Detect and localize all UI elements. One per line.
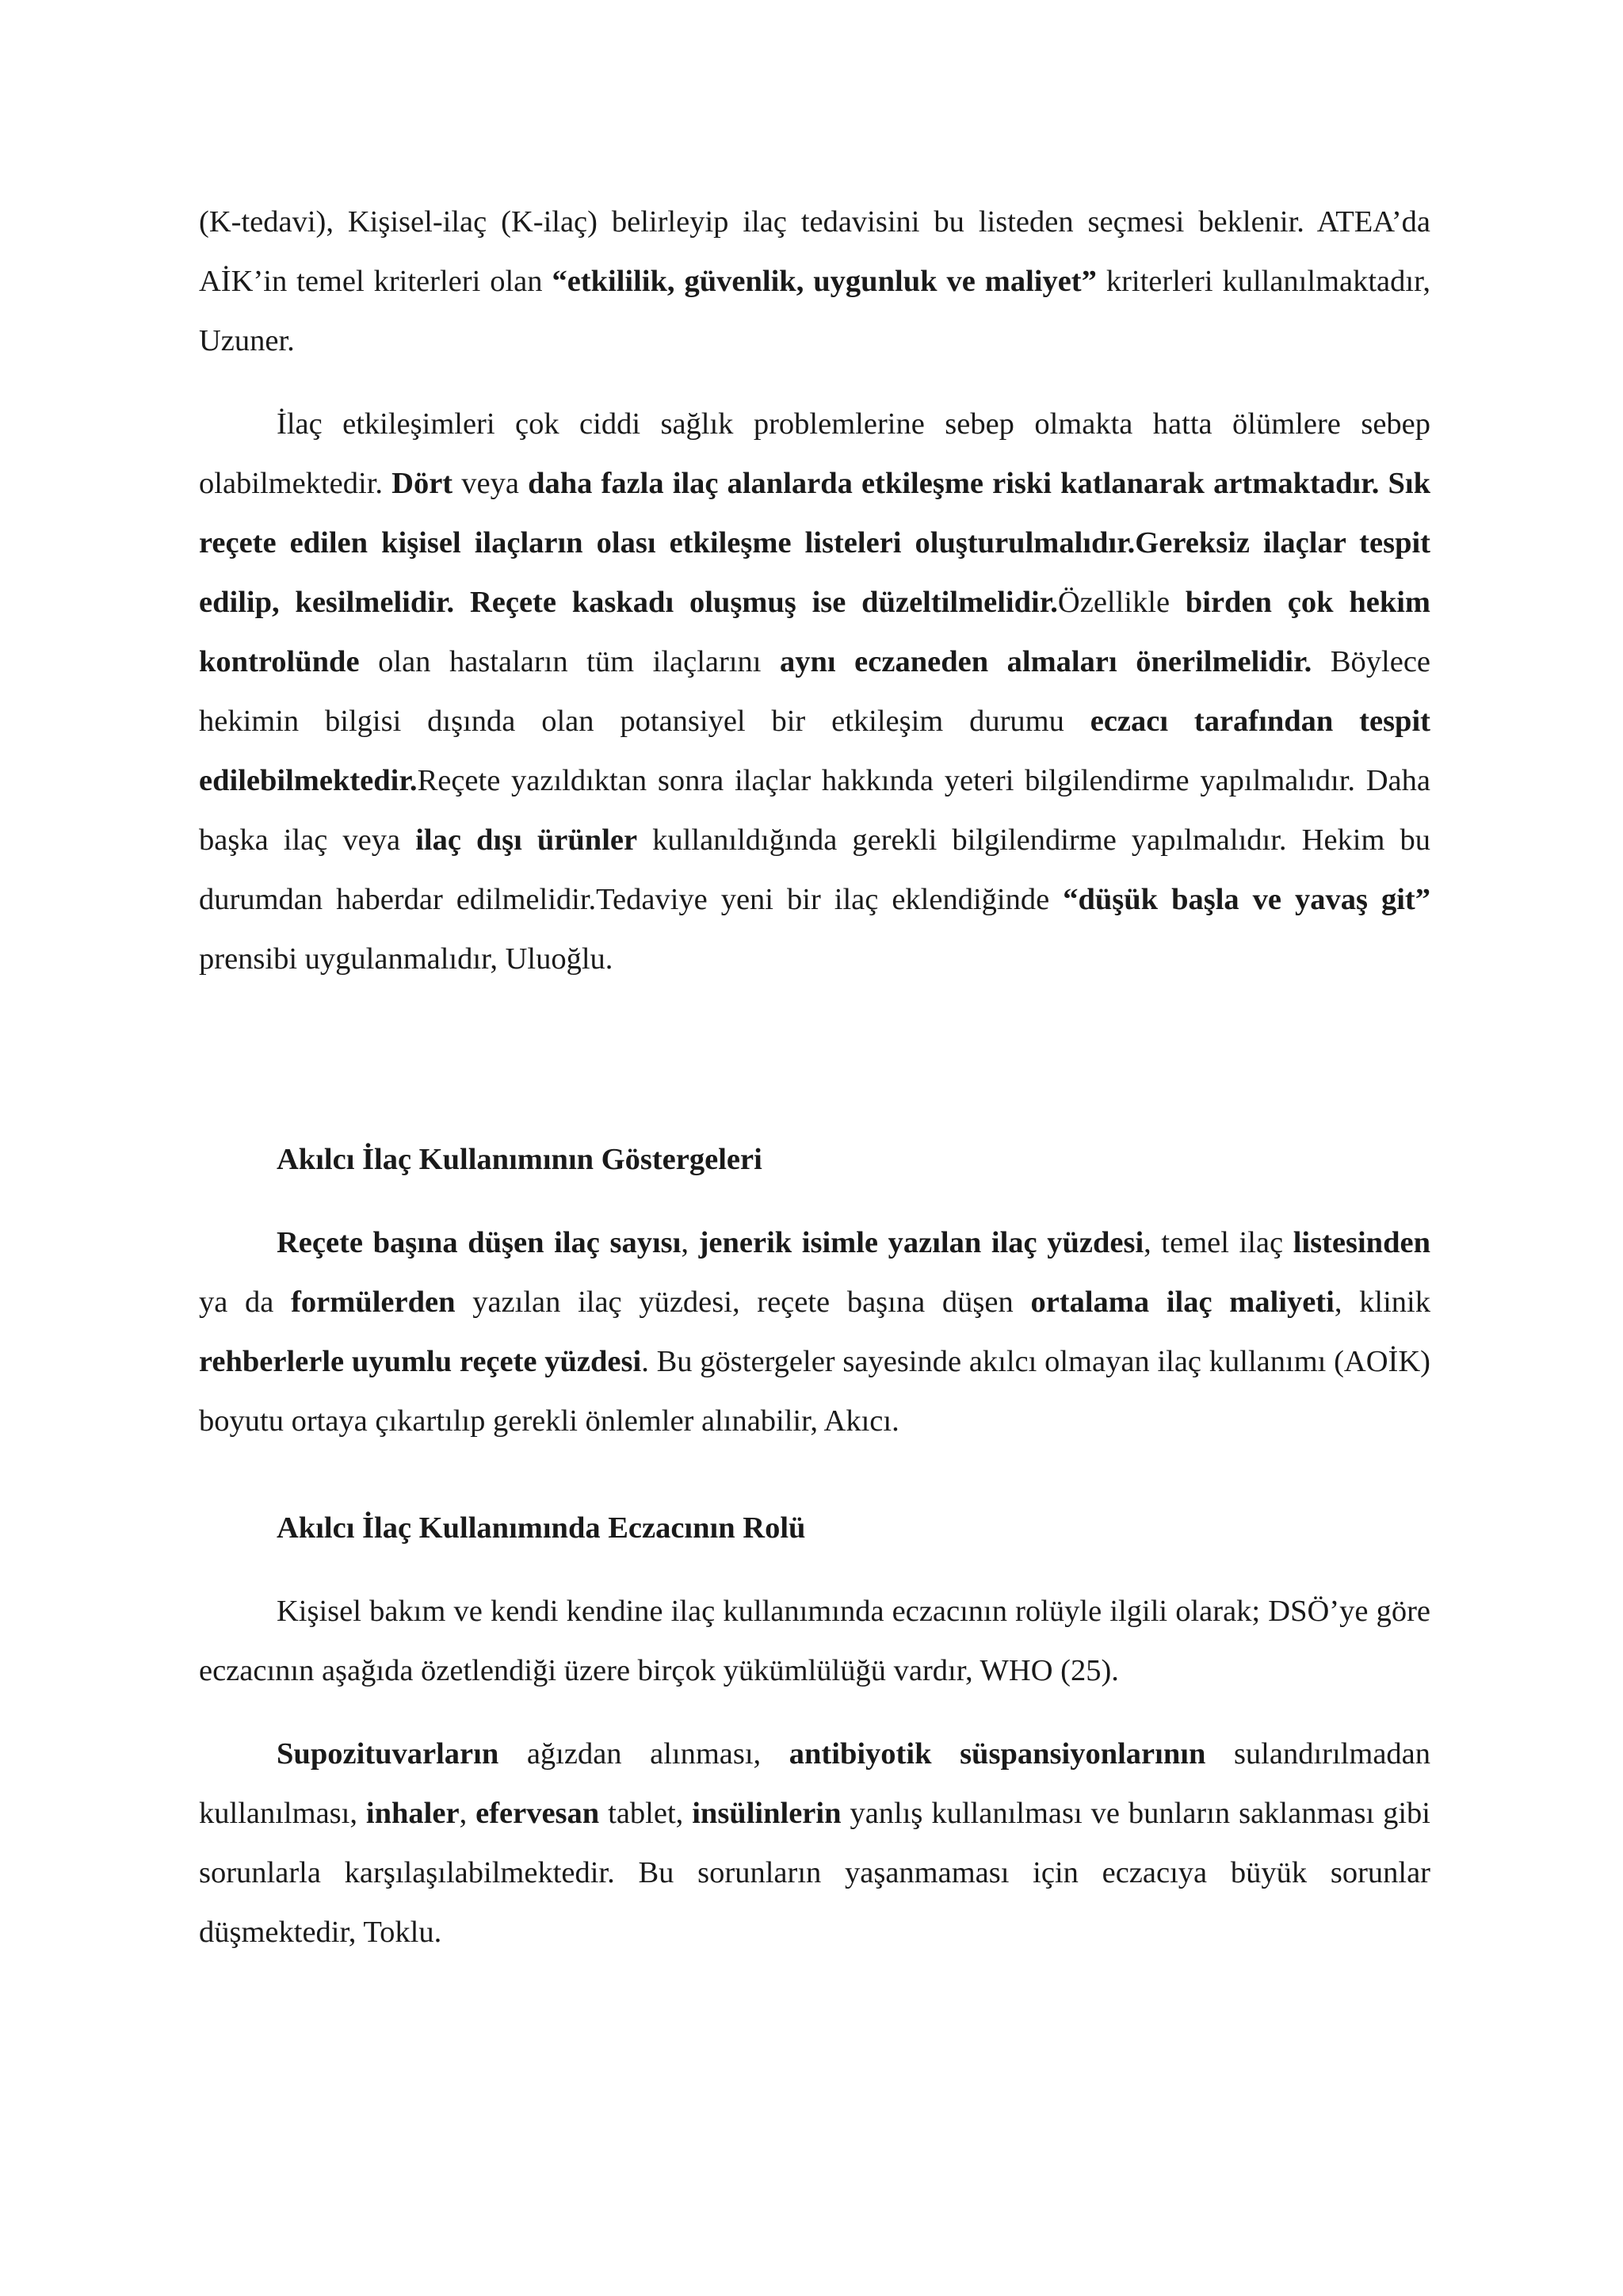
bold-text-run: “etkililik, güvenlik, uygunluk ve maliyet”	[552, 265, 1097, 298]
text-run: , klinik	[1334, 1286, 1430, 1319]
bold-text-run: “düşük başla ve yavaş git”	[1063, 883, 1430, 916]
text-run: yanlış kullanılması ve bunların saklanması gibi sorunlarla karşılaşılabilmektedir. Bu sorunların yaşanmaması için eczacıya büyük sorunlar düşmektedir, Toklu.	[199, 1797, 1431, 1949]
bold-text-run: insülinlerin	[692, 1797, 842, 1830]
bold-text-run: birden çok hekim kontrolünde	[199, 586, 1430, 678]
bold-text-run: Akılcı İlaç Kullanımının Göstergeleri	[277, 1143, 762, 1176]
bold-text-run: eczacı tarafından tespit edilebilmektedir.	[199, 705, 1430, 797]
text-run: , temel ilaç	[1144, 1226, 1293, 1259]
section-heading-indicators	[199, 1130, 1430, 1190]
bold-text-run: daha fazla ilaç alanlarda etkileşme riski katlanarak artmaktadır. Sık reçete edilen kişisel ilaçların olası etkileşme listeleri oluşturulmalıdır.Gereksiz ilaçlar tespit edilip, kesilmelidir. Reçete kaskadı oluşmuş ise düzeltilmelidir.	[199, 467, 1430, 619]
bold-text-run: inhaler	[365, 1797, 460, 1830]
text-run: olan hastaların tüm ilaçlarını	[359, 645, 781, 678]
text-run: Kişisel bakım ve kendi kendine ilaç kullanımında eczacının rolüyle ilgili olarak; DSÖ’ye göre eczacının aşağıda özetlendiği üzere birçok yükümlülüğü vardır, WHO (25).	[199, 1595, 1430, 1687]
text-run: Reçete yazıldıktan sonra ilaçlar hakkında yeteri bilgilendirme yapılmalıdır. Daha başka ilaç veya	[199, 764, 1430, 857]
bold-text-run: jenerik isimle yazılan ilaç yüzdesi	[698, 1226, 1144, 1259]
bold-text-run: ortalama ilaç maliyeti	[1030, 1286, 1335, 1319]
text-run: (K-tedavi), Kişisel-ilaç (K-ilaç) belirleyip ilaç tedavisini bu listeden seçmesi beklenir. ATEA’da AİK’in temel kriterleri olan	[199, 205, 1430, 298]
text-run: ,	[459, 1797, 476, 1830]
text-run: tablet,	[599, 1797, 693, 1830]
text-run: ya da	[199, 1286, 292, 1319]
paragraph-treatment-criteria	[199, 193, 1430, 371]
bold-text-run: Akılcı İlaç Kullanımında Eczacının Rolü	[277, 1511, 806, 1545]
bold-text-run: listesinden	[1293, 1226, 1431, 1259]
bold-text-run: rehberlerle uyumlu reçete yüzdesi	[199, 1345, 642, 1378]
paragraph-indicators	[199, 1213, 1430, 1451]
bold-text-run: Reçete başına düşen ilaç sayısı	[277, 1226, 682, 1259]
text-run: Böylece hekimin bilgisi dışında olan potansiyel bir etkileşim durumu	[199, 645, 1430, 738]
section-heading-pharmacist-role	[199, 1499, 1430, 1558]
bold-text-run: formülerden	[291, 1286, 456, 1319]
text-run: Özellikle	[1057, 586, 1186, 619]
text-run: veya	[453, 467, 529, 500]
text-run: prensibi uygulanmalıdır, Uluoğlu.	[199, 942, 613, 976]
text-run: ağızdan alınması,	[498, 1737, 789, 1771]
text-run: yazılan ilaç yüzdesi, reçete başına düşen	[455, 1286, 1031, 1319]
paragraph-drug-interactions	[199, 395, 1430, 989]
text-run: İlaç etkileşimleri çok ciddi sağlık problemlerine sebep olmakta hatta ölümlere sebep olabilmektedir.	[199, 407, 1430, 500]
paragraph-who-duties	[199, 1582, 1430, 1701]
bold-text-run: Supozituvarların	[277, 1737, 499, 1771]
bold-text-run: ilaç dışı ürünler	[415, 823, 638, 857]
text-run: kullanıldığında gerekli bilgilendirme yapılmalıdır. Hekim bu durumdan haberdar edilmelidir.Tedaviye yeni bir ilaç eklendiğinde	[199, 823, 1431, 916]
text-run: sulandırılmadan kullanılması,	[199, 1737, 1430, 1830]
bold-text-run: Dört	[391, 467, 453, 500]
bold-text-run: antibiyotik süspansiyonlarının	[789, 1737, 1206, 1771]
paragraph-usage-problems	[199, 1725, 1430, 1962]
text-run: kriterleri kullanılmaktadır, Uzuner.	[199, 265, 1430, 357]
document-page	[199, 193, 1430, 1962]
bold-text-run: aynı eczaneden almaları önerilmelidir.	[780, 645, 1312, 678]
bold-text-run: efervesan	[475, 1797, 600, 1830]
text-run: ,	[681, 1226, 699, 1259]
text-run: . Bu göstergeler sayesinde akılcı olmayan ilaç kullanımı (AOİK) boyutu ortaya çıkartılıp gerekli önlemler alınabilir, Akıcı.	[199, 1345, 1430, 1438]
